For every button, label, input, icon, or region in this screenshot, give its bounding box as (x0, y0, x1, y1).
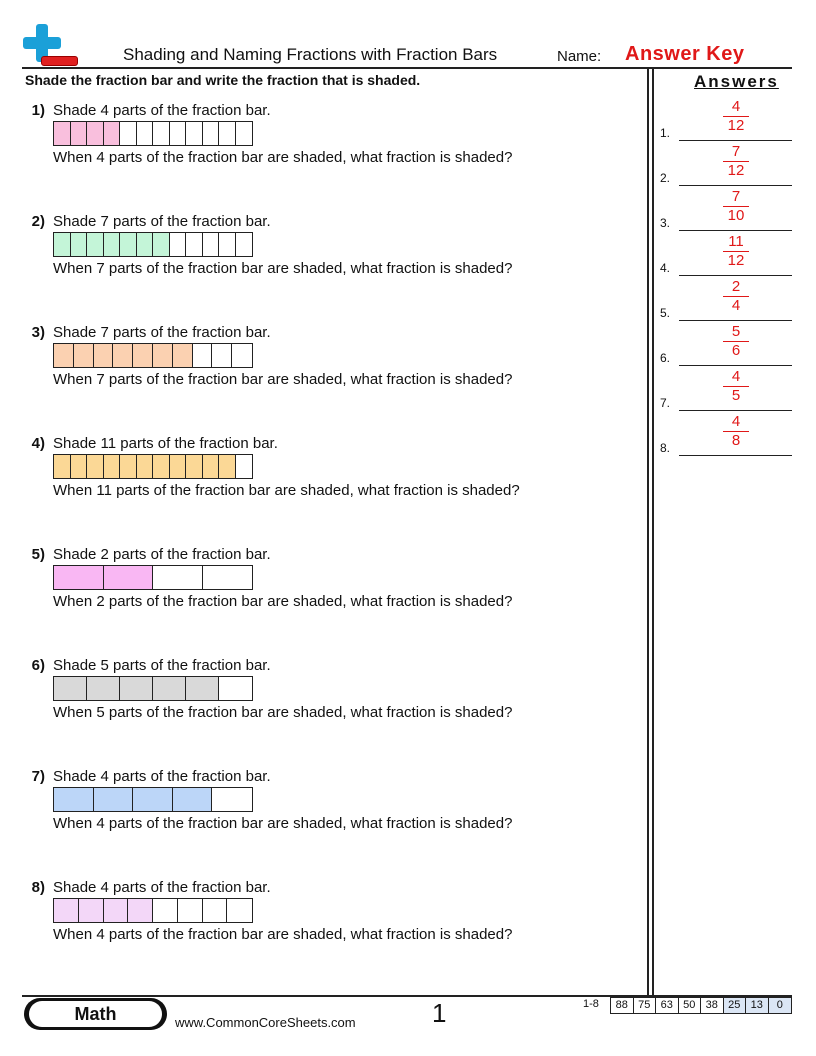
problem-number: 7) (31, 768, 45, 785)
problem-8 (25, 879, 635, 979)
score-cell: 38 (701, 998, 724, 1013)
problem-number: 1) (31, 102, 45, 119)
problem-number: 2) (31, 213, 45, 230)
answer-line (679, 230, 792, 231)
fraction-bar-cell-shaded[interactable] (104, 899, 129, 922)
problem-prompt: Shade 4 parts of the fraction bar. (53, 768, 271, 785)
fraction-bar-cell-shaded[interactable] (219, 455, 236, 478)
answer-label: 5. (660, 306, 671, 320)
answer-numerator: 7 (731, 188, 741, 205)
fraction-bar-cell-shaded[interactable] (71, 455, 88, 478)
fraction-bar-cell[interactable] (212, 344, 232, 367)
fraction-bar-cell-shaded[interactable] (104, 455, 121, 478)
score-cell: 50 (679, 998, 702, 1013)
problem-question: When 2 parts of the fraction bar are shaded, what fraction is shaded? (53, 593, 513, 610)
fraction-bar-cell-shaded[interactable] (120, 677, 153, 700)
answer-denominator: 6 (731, 342, 741, 359)
fraction-bar-cell-shaded[interactable] (173, 344, 193, 367)
column-divider (652, 69, 654, 995)
fraction-bar-cell-shaded[interactable] (87, 455, 104, 478)
problem-prompt: Shade 4 parts of the fraction bar. (53, 879, 271, 896)
fraction-bar-cell[interactable] (203, 566, 253, 589)
answer-denominator: 12 (727, 117, 745, 134)
fraction-bar-cell[interactable] (219, 677, 252, 700)
score-range-label: 1-8 (583, 998, 599, 1010)
problem-2 (25, 213, 635, 313)
fraction-bar-cell-shaded[interactable] (54, 122, 71, 145)
fraction-bar-cell-shaded[interactable] (71, 122, 88, 145)
header-divider (22, 67, 792, 69)
fraction-bar-cell-shaded[interactable] (74, 344, 94, 367)
answer-fraction (720, 323, 752, 359)
fraction-bar-cell-shaded[interactable] (87, 122, 104, 145)
worksheet-title: Shading and Naming Fractions with Fraction Bars (123, 45, 498, 64)
problem-question: When 7 parts of the fraction bar are shaded, what fraction is shaded? (53, 260, 513, 277)
answer-denominator: 10 (727, 207, 745, 224)
answer-denominator: 5 (731, 387, 741, 404)
answer-item (660, 368, 792, 412)
problem-1 (25, 102, 635, 202)
column-divider (647, 69, 649, 995)
fraction-bar-cell-shaded[interactable] (104, 233, 121, 256)
problem-question: When 5 parts of the fraction bar are shaded, what fraction is shaded? (53, 704, 513, 721)
fraction-bar-cell-shaded[interactable] (186, 677, 219, 700)
problem-question: When 4 parts of the fraction bar are shaded, what fraction is shaded? (53, 815, 513, 832)
fraction-bar-cell[interactable] (219, 122, 236, 145)
website-link[interactable]: www.CommonCoreSheets.com (175, 1015, 356, 1030)
score-cell: 13 (746, 998, 769, 1013)
fraction-bar-cell[interactable] (219, 233, 236, 256)
answer-denominator: 4 (731, 297, 741, 314)
fraction-bar-cell-shaded[interactable] (170, 455, 187, 478)
score-cell: 25 (724, 998, 747, 1013)
fraction-bar-cell[interactable] (236, 233, 252, 256)
problem-number: 8) (31, 879, 45, 896)
problem-3 (25, 324, 635, 424)
subject-label: Math (29, 1001, 162, 1027)
answer-label: 7. (660, 396, 671, 410)
answer-denominator: 12 (727, 252, 745, 269)
fraction-bar-cell-shaded[interactable] (153, 233, 170, 256)
answer-label: 4. (660, 261, 671, 275)
problem-prompt: Shade 7 parts of the fraction bar. (53, 213, 271, 230)
problem-prompt: Shade 4 parts of the fraction bar. (53, 102, 271, 119)
answer-numerator: 2 (731, 278, 741, 295)
score-table (610, 997, 792, 1014)
fraction-bar-cell[interactable] (203, 233, 220, 256)
answer-item (660, 188, 792, 232)
logo-plus-icon-bar (23, 37, 61, 49)
problem-question: When 4 parts of the fraction bar are shaded, what fraction is shaded? (53, 149, 513, 166)
fraction-bar-cell[interactable] (153, 899, 178, 922)
answer-item (660, 143, 792, 187)
problem-5 (25, 546, 635, 646)
answer-numerator: 7 (731, 143, 741, 160)
fraction-bar-cell[interactable] (236, 455, 252, 478)
problem-number: 3) (31, 324, 45, 341)
answer-item (660, 278, 792, 322)
fraction-bar[interactable] (53, 676, 253, 701)
fraction-bar-cell-shaded[interactable] (54, 899, 79, 922)
fraction-bar-cell-shaded[interactable] (71, 233, 88, 256)
fraction-bar-cell[interactable] (186, 233, 203, 256)
problem-prompt: Shade 5 parts of the fraction bar. (53, 657, 271, 674)
fraction-bar[interactable] (53, 121, 253, 146)
fraction-bar-cell[interactable] (178, 899, 203, 922)
fraction-bar-cell-shaded[interactable] (79, 899, 104, 922)
answer-item (660, 323, 792, 367)
fraction-bar-cell[interactable] (120, 122, 137, 145)
fraction-bar-cell-shaded[interactable] (94, 344, 114, 367)
fraction-bar[interactable] (53, 565, 253, 590)
fraction-bar-cell-shaded[interactable] (54, 233, 71, 256)
answer-item (660, 98, 792, 142)
answer-line (679, 365, 792, 366)
fraction-bar[interactable] (53, 343, 253, 368)
fraction-bar-cell-shaded[interactable] (203, 455, 220, 478)
fraction-bar[interactable] (53, 232, 253, 257)
fraction-bar-cell-shaded[interactable] (54, 788, 94, 811)
answer-fraction (720, 98, 752, 134)
page-number: 1 (432, 998, 447, 1028)
fraction-bar-cell-shaded[interactable] (128, 899, 153, 922)
problem-prompt: Shade 7 parts of the fraction bar. (53, 324, 271, 341)
fraction-bar-cell[interactable] (227, 899, 252, 922)
logo-minus-icon (41, 56, 78, 66)
answer-label: 8. (660, 441, 671, 455)
problem-question: When 11 parts of the fraction bar are shaded, what fraction is shaded? (53, 482, 520, 499)
answer-denominator: 12 (727, 162, 745, 179)
answer-line (679, 455, 792, 456)
fraction-bar-cell[interactable] (232, 344, 252, 367)
answer-numerator: 4 (731, 413, 741, 430)
problem-number: 5) (31, 546, 45, 563)
answer-fraction (720, 413, 752, 449)
problem-6 (25, 657, 635, 757)
fraction-bar-cell[interactable] (170, 233, 187, 256)
fraction-bar-cell[interactable] (170, 122, 187, 145)
answer-line (679, 185, 792, 186)
fraction-bar-cell-shaded[interactable] (153, 455, 170, 478)
fraction-bar-cell-shaded[interactable] (104, 566, 154, 589)
problem-4 (25, 435, 635, 535)
answer-denominator: 8 (731, 432, 741, 449)
problem-prompt: Shade 2 parts of the fraction bar. (53, 546, 271, 563)
answer-line (679, 410, 792, 411)
fraction-bar-cell-shaded[interactable] (104, 122, 121, 145)
answer-fraction (720, 368, 752, 404)
problem-question: When 7 parts of the fraction bar are shaded, what fraction is shaded? (53, 371, 513, 388)
fraction-bar-cell[interactable] (137, 122, 154, 145)
fraction-bar-cell[interactable] (236, 122, 252, 145)
fraction-bar-cell-shaded[interactable] (186, 455, 203, 478)
fraction-bar-cell-shaded[interactable] (173, 788, 213, 811)
problem-prompt: Shade 11 parts of the fraction bar. (53, 435, 278, 452)
fraction-bar-cell-shaded[interactable] (133, 344, 153, 367)
problem-number: 6) (31, 657, 45, 674)
answer-fraction (720, 143, 752, 179)
score-cell: 63 (656, 998, 679, 1013)
fraction-bar-cell[interactable] (212, 788, 252, 811)
fraction-bar-cell-shaded[interactable] (87, 677, 120, 700)
answer-label: 3. (660, 216, 671, 230)
answer-numerator: 4 (731, 98, 741, 115)
score-cell: 0 (769, 998, 792, 1013)
fraction-bar-cell-shaded[interactable] (137, 233, 154, 256)
fraction-bar-cell[interactable] (153, 566, 203, 589)
fraction-bar-cell[interactable] (193, 344, 213, 367)
fraction-bar-cell-shaded[interactable] (113, 344, 133, 367)
instructions: Shade the fraction bar and write the fraction that is shaded. (25, 72, 421, 88)
name-label: Name: (557, 48, 602, 65)
answer-fraction (720, 233, 752, 269)
fraction-bar-cell-shaded[interactable] (153, 344, 173, 367)
score-cell: 75 (634, 998, 657, 1013)
fraction-bar-cell[interactable] (203, 122, 220, 145)
answer-numerator: 5 (731, 323, 741, 340)
fraction-bar-cell-shaded[interactable] (133, 788, 173, 811)
fraction-bar[interactable] (53, 454, 253, 479)
problem-number: 4) (31, 435, 45, 452)
fraction-bar-cell-shaded[interactable] (54, 677, 87, 700)
fraction-bar-cell-shaded[interactable] (54, 344, 74, 367)
score-cell: 88 (611, 998, 634, 1013)
answer-item (660, 413, 792, 457)
fraction-bar-cell-shaded[interactable] (87, 233, 104, 256)
fraction-bar-cell[interactable] (153, 122, 170, 145)
answer-label: 6. (660, 351, 671, 365)
fraction-bar-cell-shaded[interactable] (54, 566, 104, 589)
fraction-bar[interactable] (53, 787, 253, 812)
answer-fraction (720, 188, 752, 224)
answer-item (660, 233, 792, 277)
fraction-bar-cell-shaded[interactable] (94, 788, 134, 811)
answer-label: 2. (660, 171, 671, 185)
fraction-bar-cell-shaded[interactable] (153, 677, 186, 700)
fraction-bar-cell-shaded[interactable] (120, 233, 137, 256)
answers-heading: Answers (694, 72, 779, 91)
answer-line (679, 275, 792, 276)
fraction-bar-cell-shaded[interactable] (54, 455, 71, 478)
answer-label: 1. (660, 126, 671, 140)
fraction-bar-cell-shaded[interactable] (137, 455, 154, 478)
fraction-bar-cell-shaded[interactable] (120, 455, 137, 478)
problem-question: When 4 parts of the fraction bar are shaded, what fraction is shaded? (53, 926, 513, 943)
answer-fraction (720, 278, 752, 314)
answer-line (679, 140, 792, 141)
problem-7 (25, 768, 635, 868)
answer-numerator: 4 (731, 368, 741, 385)
fraction-bar-cell[interactable] (203, 899, 228, 922)
fraction-bar[interactable] (53, 898, 253, 923)
answer-line (679, 320, 792, 321)
answer-numerator: 11 (728, 233, 744, 250)
answer-key-label: Answer Key (625, 43, 745, 65)
fraction-bar-cell[interactable] (186, 122, 203, 145)
